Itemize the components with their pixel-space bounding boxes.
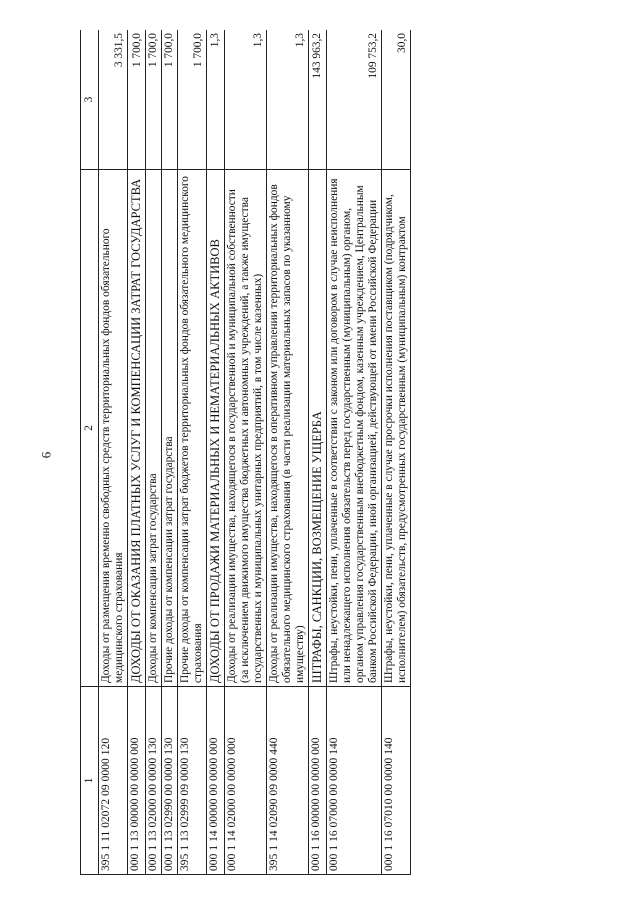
table-row <box>145 30 161 875</box>
row-amount: 1 700,0 <box>177 30 206 170</box>
row-amount: 3 331,5 <box>99 30 128 170</box>
row-name: Штрафы, неустойки, пени, уплаченные в случае просрочки исполнения поставщиком (подрядчиком, исполнителем) обязательств, предусмотренных государственным (муниципальным) контрактом <box>381 170 410 687</box>
table-row <box>128 30 145 875</box>
row-name: ДОХОДЫ ОТ ПРОДАЖИ МАТЕРИАЛЬНЫХ И НЕМАТЕРИАЛЬНЫХ АКТИВОВ <box>207 170 224 687</box>
row-name: Доходы от размещения временно свободных средств территориальных фондов обязательного медицинского страхования <box>99 170 128 687</box>
row-name: Прочие доходы от компенсации затрат бюджетов территориальных фондов обязательного медицинского страхования <box>177 170 206 687</box>
revenue-table <box>80 30 411 875</box>
column-header-name: 2 <box>81 170 99 687</box>
row-name: Доходы от компенсации затрат государства <box>145 170 161 687</box>
row-code: 000 1 16 07010 00 0000 140 <box>381 687 410 875</box>
table-header-row <box>81 30 99 875</box>
column-header-code: 1 <box>81 687 99 875</box>
row-code: 395 1 14 02090 09 0000 440 <box>266 687 308 875</box>
page-number: 6 <box>38 451 54 459</box>
row-amount: 1 700,0 <box>161 30 177 170</box>
row-code: 000 1 13 02000 00 0000 130 <box>145 687 161 875</box>
row-amount: 1,3 <box>266 30 308 170</box>
row-code: 000 1 14 00000 00 0000 000 <box>207 687 224 875</box>
row-name: Доходы от реализации имущества, находящегося в оперативном управлении территориальных фондов обязательного медицинского страхования (в части реализации материальных запасов по указанному имуществу) <box>266 170 308 687</box>
row-amount: 1,3 <box>207 30 224 170</box>
table-row <box>161 30 177 875</box>
row-amount: 1 700,0 <box>128 30 145 170</box>
column-header-amount: 3 <box>81 30 99 170</box>
row-code: 000 1 13 00000 00 0000 000 <box>128 687 145 875</box>
row-amount: 1 700,0 <box>145 30 161 170</box>
row-amount: 109 753,2 <box>326 30 381 170</box>
table-row <box>177 30 206 875</box>
row-name: Штрафы, неустойки, пени, уплаченные в соответствии с законом или договором в случае неисполнения или ненадлежащего исполнения обязательств перед государственным (муниципальным) органом, органом управления государственным внебюджетным фондом, казенным учреждением, Центральным банком Российской Федерации, иной организацией, действующей от имени Российской Федерации <box>326 170 381 687</box>
table-row <box>266 30 308 875</box>
row-name: Прочие доходы от компенсации затрат государства <box>161 170 177 687</box>
row-code: 000 1 14 02000 00 0000 000 <box>224 687 266 875</box>
table-row <box>326 30 381 875</box>
document-page <box>80 30 560 875</box>
row-amount: 143 963,2 <box>309 30 326 170</box>
row-name: ШТРАФЫ, САНКЦИИ, ВОЗМЕЩЕНИЕ УЩЕРБА <box>309 170 326 687</box>
table-row <box>224 30 266 875</box>
row-code: 000 1 16 00000 00 0000 000 <box>309 687 326 875</box>
row-amount: 1,3 <box>224 30 266 170</box>
row-code: 395 1 11 02072 09 0000 120 <box>99 687 128 875</box>
table-row <box>207 30 224 875</box>
table-row <box>309 30 326 875</box>
row-code: 000 1 13 02990 00 0000 130 <box>161 687 177 875</box>
table-row <box>381 30 410 875</box>
table-row <box>99 30 128 875</box>
row-name: Доходы от реализации имущества, находящегося в государственной и муниципальной собственности (за исключением движимого имущества бюджетных и автономных учреждений, а также имущества государственных и муниципальных унитарных предприятий, в том числе казенных) <box>224 170 266 687</box>
table-body <box>99 30 411 875</box>
rotated-table-container <box>80 30 560 875</box>
row-name: ДОХОДЫ ОТ ОКАЗАНИЯ ПЛАТНЫХ УСЛУГ И КОМПЕНСАЦИИ ЗАТРАТ ГОСУДАРСТВА <box>128 170 145 687</box>
row-code: 000 1 16 07000 00 0000 140 <box>326 687 381 875</box>
row-amount: 30,0 <box>381 30 410 170</box>
row-code: 395 1 13 02999 09 0000 130 <box>177 687 206 875</box>
